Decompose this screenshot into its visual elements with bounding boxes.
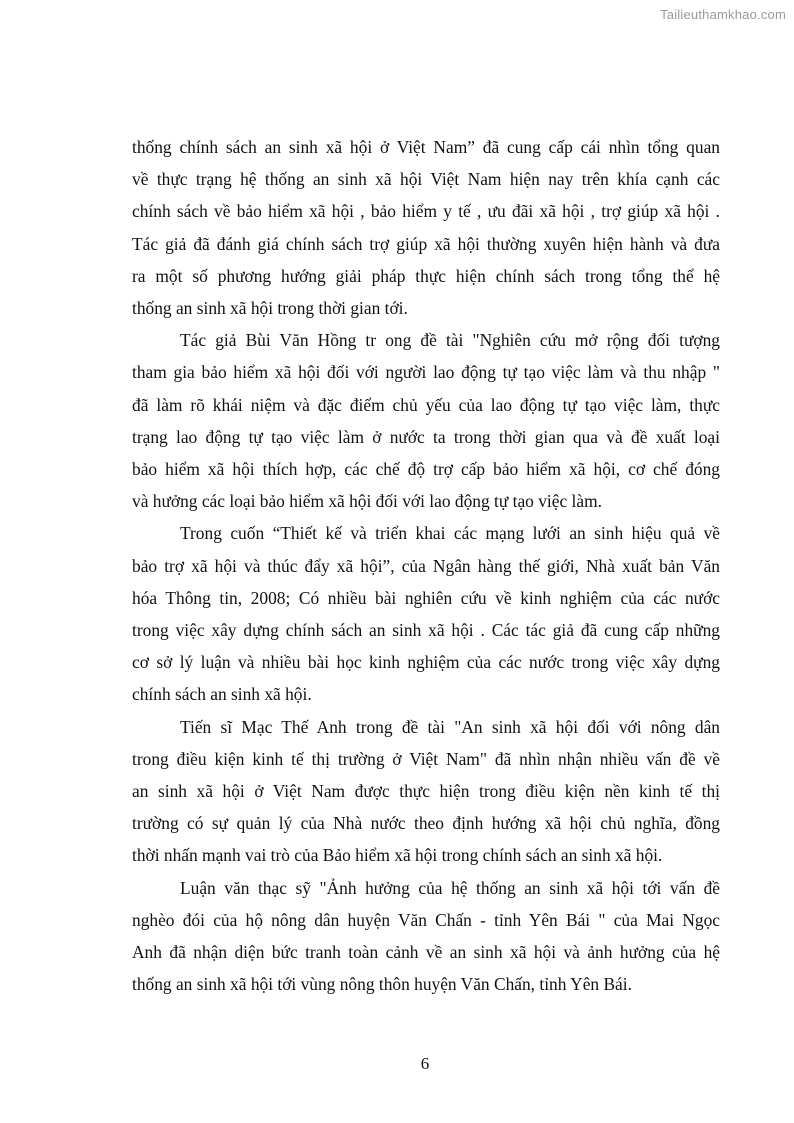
text-line: Luận văn thạc sỹ "Ảnh hưởng của hệ thống an sinh xã hội tới vấn đề bbox=[180, 877, 720, 898]
text-line: Trong cuốn “Thiết kế và triển khai các mạng lưới an sinh hiệu quả về bbox=[180, 523, 720, 544]
text-line: đã làm rõ khái niệm và đặc điểm chủ yếu của lao động tự tạo việc làm, thực bbox=[132, 394, 720, 415]
text-line: Tiến sĩ Mạc Thế Anh trong đề tài "An sinh xã hội đối với nông dân bbox=[180, 716, 720, 737]
text-line: thống chính sách an sinh xã hội ở Việt Nam” đã cung cấp cái nhìn tổng quan bbox=[132, 137, 720, 157]
paragraph-1 bbox=[132, 131, 720, 324]
text-line: về thực trạng hệ thống an sinh xã hội Việt Nam hiện nay trên khía cạnh các bbox=[132, 169, 720, 190]
text-line: Anh đã nhận diện bức tranh toàn cảnh về an sinh xã hội và ảnh hưởng của hệ bbox=[132, 942, 720, 963]
text-line: và hưởng các loại bảo hiểm xã hội đối với lao động tự tạo việc làm. bbox=[132, 491, 602, 512]
text-line: bảo hiểm xã hội thích hợp, các chế độ trợ cấp bảo hiểm xã hội, cơ chế đóng bbox=[132, 459, 720, 480]
text-line: Tác giả đã đánh giá chính sách trợ giúp xã hội thường xuyên hiện hành và đưa bbox=[132, 233, 720, 254]
text-line: tham gia bảo hiểm xã hội đối với người lao động tự tạo việc làm và thu nhập " bbox=[132, 362, 720, 383]
page-number: 6 bbox=[420, 1054, 430, 1073]
text-line: trong việc xây dựng chính sách an sinh xã hội . Các tác giả đã cung cấp những bbox=[132, 620, 720, 641]
text-line: hóa Thông tin, 2008; Có nhiều bài nghiên cứu về kinh nghiệm của các nước bbox=[132, 587, 720, 608]
paragraph-4 bbox=[132, 711, 720, 872]
text-line: ra một số phương hướng giải pháp thực hiện chính sách trong tổng thể hệ bbox=[132, 265, 720, 286]
text-line: Tác giả Bùi Văn Hồng tr ong đề tài "Nghiên cứu mở rộng đối tượng bbox=[180, 330, 720, 351]
text-line: trong điều kiện kinh tế thị trường ở Việt Nam" đã nhìn nhận nhiều vấn đề về bbox=[132, 748, 720, 769]
watermark-text: Tailieuthamkhao.com bbox=[660, 7, 786, 22]
text-line: thống an sinh xã hội trong thời gian tới. bbox=[132, 298, 408, 319]
text-line: trường có sự quản lý của Nhà nước theo định hướng xã hội chủ nghĩa, đồng bbox=[132, 813, 720, 834]
text-line: thống an sinh xã hội tới vùng nông thôn huyện Văn Chấn, tỉnh Yên Bái. bbox=[132, 974, 632, 995]
text-line: bảo trợ xã hội và thúc đẩy xã hội”, của Ngân hàng thế giới, Nhà xuất bản Văn bbox=[132, 555, 720, 576]
text-line: nghèo đói của hộ nông dân huyện Văn Chấn - tỉnh Yên Bái " của Mai Ngọc bbox=[132, 909, 720, 930]
text-line: chính sách an sinh xã hội. bbox=[132, 684, 312, 705]
paragraph-3 bbox=[132, 517, 720, 710]
paragraph-2 bbox=[132, 324, 720, 517]
document-body bbox=[132, 131, 720, 1000]
text-line: chính sách về bảo hiểm xã hội , bảo hiểm y tế , ưu đãi xã hội , trợ giúp xã hội . bbox=[132, 201, 720, 222]
text-line: an sinh xã hội ở Việt Nam được thực hiện trong điều kiện nền kinh tế thị bbox=[132, 781, 720, 802]
paragraph-5 bbox=[132, 872, 720, 1001]
text-line: cơ sở lý luận và nhiều bài học kinh nghiệm của các nước trong việc xây dựng bbox=[132, 652, 720, 673]
text-line: thời nhấn mạnh vai trò của Bảo hiểm xã hội trong chính sách an sinh xã hội. bbox=[132, 845, 663, 866]
text-line: trạng lao động tự tạo việc làm ở nước ta trong thời gian qua và đề xuất loại bbox=[132, 426, 720, 447]
